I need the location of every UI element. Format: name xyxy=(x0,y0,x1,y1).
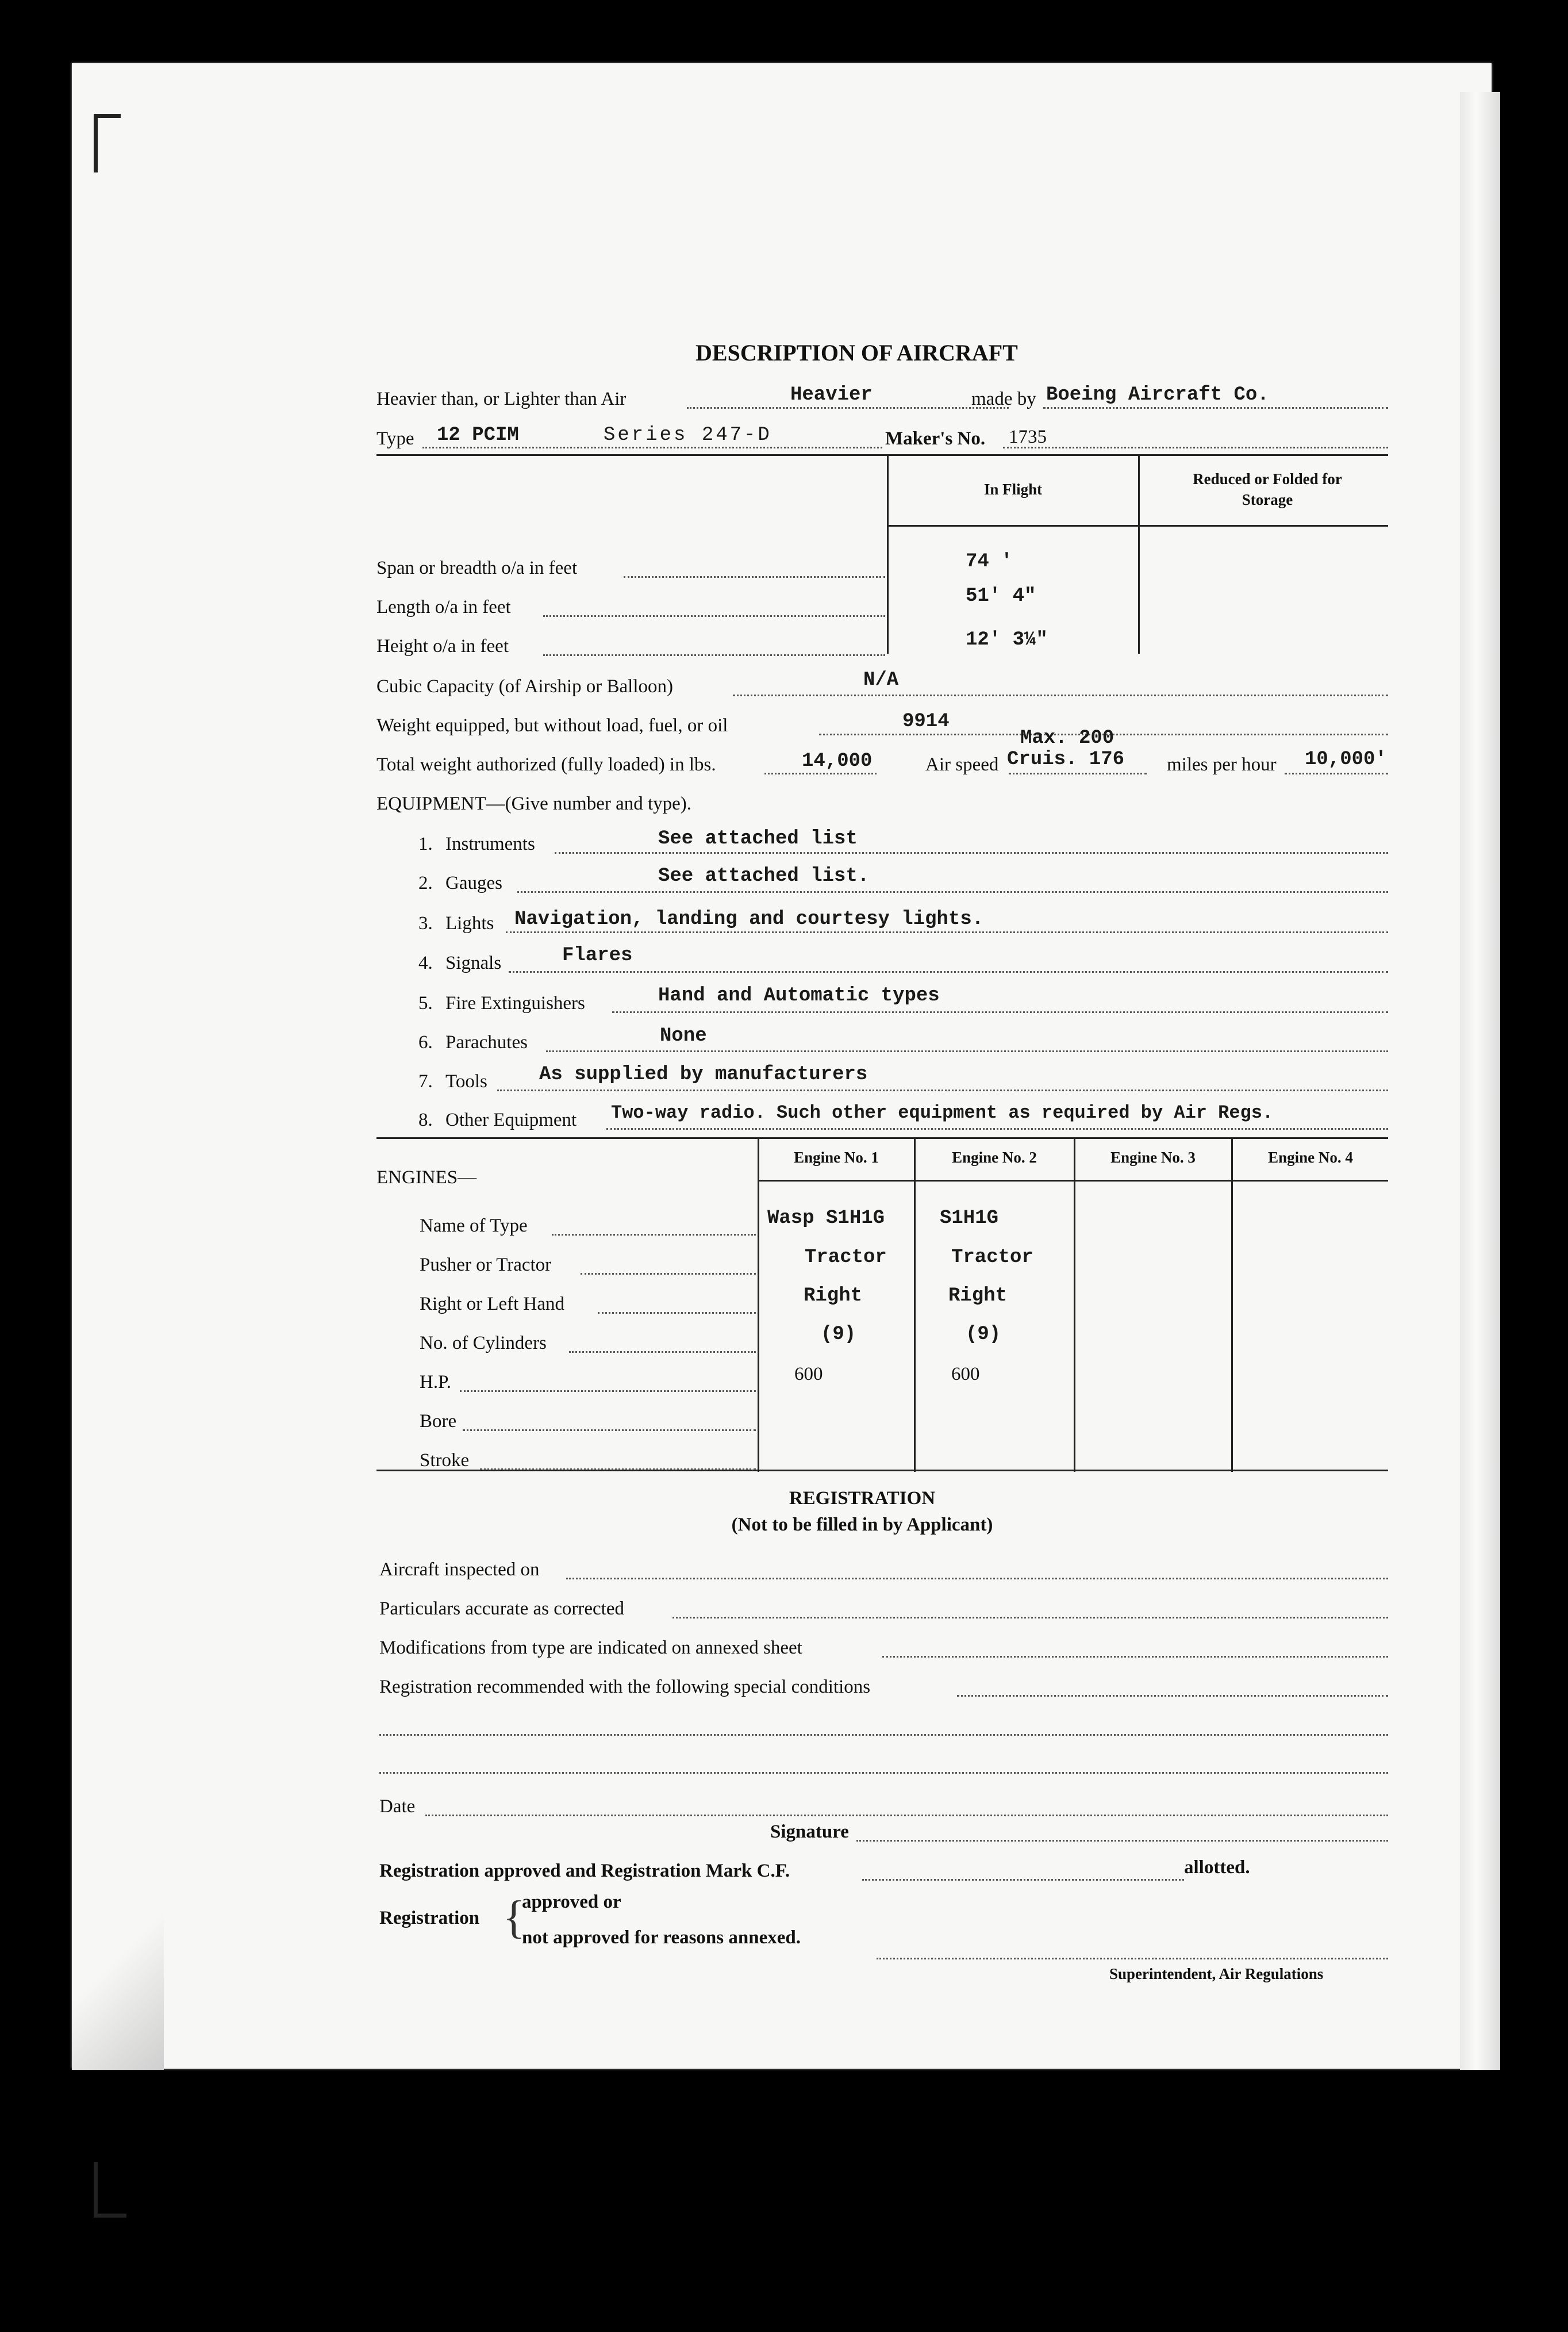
length-value: 51' 4" xyxy=(966,585,1036,607)
equip-8-dots xyxy=(606,1128,1388,1130)
equip-2-num: 2. xyxy=(418,873,433,893)
mph-dots xyxy=(1285,773,1388,774)
particulars-label: Particulars accurate as corrected xyxy=(379,1598,624,1619)
signature-label: Signature xyxy=(770,1821,849,1842)
type-dots xyxy=(422,447,882,448)
equip-2-dots xyxy=(517,891,1388,893)
length-label: Length o/a in feet xyxy=(376,597,511,617)
engine-row-dots xyxy=(569,1351,756,1353)
total-weight-label: Total weight authorized (fully loaded) in lbs. xyxy=(376,754,716,775)
engines-col-divider-1 xyxy=(758,1138,759,1472)
engine-row-label: Bore xyxy=(420,1411,457,1432)
modifications-dots xyxy=(882,1656,1388,1658)
equip-3-dots xyxy=(506,931,1388,933)
equip-1-value: See attached list xyxy=(658,828,858,850)
equip-2-value: See attached list. xyxy=(658,865,870,887)
engines-header-rule xyxy=(759,1180,1388,1182)
crop-mark-bottom-left xyxy=(94,2162,126,2218)
heavier-dots xyxy=(687,407,1009,409)
crop-mark-top-left xyxy=(94,114,121,172)
height-dots xyxy=(543,654,885,656)
engine-col-3: Engine No. 3 xyxy=(1110,1149,1196,1166)
equip-3-value: Navigation, landing and courtesy lights. xyxy=(514,908,984,930)
makers-no-value: 1735 xyxy=(1009,427,1047,447)
equip-4-value: Flares xyxy=(562,945,633,966)
engine-row-label: H.P. xyxy=(420,1372,452,1393)
equip-8-value: Two-way radio. Such other equipment as required by Air Regs. xyxy=(611,1102,1274,1123)
engine-2-name: S1H1G xyxy=(940,1207,999,1229)
approved-mark-dots xyxy=(862,1879,1184,1881)
inspected-dots xyxy=(566,1578,1388,1579)
total-weight-dots xyxy=(764,773,877,774)
allotted-label: allotted. xyxy=(1184,1857,1250,1878)
folded-corner xyxy=(72,1897,164,2070)
modifications-label: Modifications from type are indicated on annexed sheet xyxy=(379,1637,802,1658)
engine-col-2: Engine No. 2 xyxy=(952,1149,1037,1166)
superintendent-line xyxy=(877,1958,1388,1959)
inspected-label: Aircraft inspected on xyxy=(379,1559,540,1580)
approved-or-label: approved or xyxy=(522,1892,621,1912)
equip-1-dots xyxy=(555,852,1388,854)
equip-3-label: Lights xyxy=(445,913,494,934)
length-dots xyxy=(543,615,885,617)
equip-8-label: Other Equipment xyxy=(445,1110,577,1130)
engine-1-hp: 600 xyxy=(794,1364,823,1384)
height-value: 12' 3¼" xyxy=(966,629,1048,651)
dims-top-rule xyxy=(376,454,1388,456)
approved-mark-label: Registration approved and Registration Mark C.F. xyxy=(379,1861,790,1881)
equip-7-label: Tools xyxy=(445,1071,487,1092)
recommended-label: Registration recommended with the following special conditions xyxy=(379,1677,871,1697)
engines-col-divider-3 xyxy=(1074,1138,1075,1472)
engine-row-dots xyxy=(460,1390,756,1392)
paper-edge xyxy=(1460,92,1500,2070)
equip-5-label: Fire Extinguishers xyxy=(445,993,585,1014)
date-label: Date xyxy=(379,1796,416,1817)
engines-heading: ENGINES— xyxy=(376,1167,477,1188)
equip-3-num: 3. xyxy=(418,913,433,934)
recommended-line-2 xyxy=(379,1734,1388,1736)
equip-1-label: Instruments xyxy=(445,834,535,854)
span-value: 74 ' xyxy=(966,551,1013,573)
engine-2-cylinders: (9) xyxy=(966,1324,1001,1345)
mph-label: miles per hour xyxy=(1167,754,1277,775)
equip-8-num: 8. xyxy=(418,1110,433,1130)
equip-5-num: 5. xyxy=(418,993,433,1014)
total-weight-value: 14,000 xyxy=(802,750,873,772)
made-by-value: Boeing Aircraft Co. xyxy=(1046,384,1269,406)
col-in-flight: In Flight xyxy=(983,481,1043,498)
cubic-label: Cubic Capacity (of Airship or Balloon) xyxy=(376,676,673,697)
equip-4-num: 4. xyxy=(418,953,433,973)
engine-1-hand: Right xyxy=(804,1285,863,1307)
engine-1-name: Wasp S1H1G xyxy=(767,1207,885,1229)
engine-1-pusher: Tractor xyxy=(805,1246,887,1268)
superintendent-label: Superintendent, Air Regulations xyxy=(1109,1965,1324,1982)
engines-col-divider-4 xyxy=(1231,1138,1233,1472)
engine-row-label: Name of Type xyxy=(420,1215,528,1236)
span-label: Span or breadth o/a in feet xyxy=(376,558,578,578)
page-title: DESCRIPTION OF AIRCRAFT xyxy=(695,340,1018,366)
col-storage: Reduced or Folded for Storage xyxy=(1193,470,1342,508)
engine-col-1: Engine No. 1 xyxy=(794,1149,879,1166)
weight-value: 9914 xyxy=(902,711,950,732)
equip-6-dots xyxy=(546,1050,1388,1052)
engine-2-pusher: Tractor xyxy=(951,1246,1033,1268)
engines-col-divider-2 xyxy=(914,1138,916,1472)
equip-7-num: 7. xyxy=(418,1071,433,1092)
engine-col-4: Engine No. 4 xyxy=(1268,1149,1353,1166)
bracket: { xyxy=(503,1892,525,1943)
equip-6-num: 6. xyxy=(418,1032,433,1053)
not-approved-label: not approved for reasons annexed. xyxy=(522,1927,801,1948)
height-label: Height o/a in feet xyxy=(376,636,509,657)
registration-subheading: (Not to be filled in by Applicant) xyxy=(731,1514,993,1535)
made-by-dots xyxy=(1043,407,1388,409)
airspeed-label: Air speed xyxy=(925,754,999,775)
equip-5-value: Hand and Automatic types xyxy=(658,985,940,1007)
series-value: Series 247-D xyxy=(604,424,772,446)
equip-6-label: Parachutes xyxy=(445,1032,528,1053)
equip-7-value: As supplied by manufacturers xyxy=(539,1064,868,1086)
dims-header-rule xyxy=(888,525,1388,527)
recommended-line-3 xyxy=(379,1772,1388,1774)
type-value: 12 PCIM xyxy=(437,424,519,446)
made-by-label: made by xyxy=(971,389,1036,409)
equip-7-dots xyxy=(497,1090,1388,1091)
engine-row-dots xyxy=(598,1312,756,1314)
makers-no-dots xyxy=(1003,447,1388,448)
recommended-dots xyxy=(957,1695,1388,1697)
weight-label: Weight equipped, but without load, fuel, or oil xyxy=(376,715,728,736)
equip-4-dots xyxy=(509,971,1388,973)
engine-row-label: No. of Cylinders xyxy=(420,1333,547,1353)
heavier-label: Heavier than, or Lighter than Air xyxy=(376,389,627,409)
engine-row-label: Pusher or Tractor xyxy=(420,1255,552,1275)
registration-label: Registration xyxy=(379,1908,480,1928)
engine-row-dots xyxy=(581,1273,756,1275)
mph-value: 10,000' xyxy=(1305,749,1387,770)
airspeed-cruis: Cruis. 176 xyxy=(1007,749,1125,770)
engine-2-hand: Right xyxy=(948,1285,1008,1307)
heavier-value: Heavier xyxy=(790,384,873,406)
engine-row-dots xyxy=(463,1429,756,1431)
equipment-heading: EQUIPMENT—(Give number and type). xyxy=(376,793,692,814)
registration-heading: REGISTRATION xyxy=(789,1488,936,1509)
airspeed-dots xyxy=(1009,773,1147,774)
engine-1-cylinders: (9) xyxy=(821,1324,856,1345)
engine-2-hp: 600 xyxy=(951,1364,980,1384)
cubic-dots xyxy=(733,695,1388,696)
equip-6-value: None xyxy=(660,1025,707,1047)
equip-4-label: Signals xyxy=(445,953,502,973)
equip-5-dots xyxy=(612,1011,1388,1013)
engine-row-label: Right or Left Hand xyxy=(420,1294,565,1314)
equip-2-label: Gauges xyxy=(445,873,502,893)
date-dots xyxy=(425,1815,1388,1816)
cubic-value: N/A xyxy=(863,669,899,691)
equip-1-num: 1. xyxy=(418,834,433,854)
span-dots xyxy=(624,576,885,578)
particulars-dots xyxy=(672,1617,1388,1618)
engine-row-dots xyxy=(552,1234,756,1236)
makers-no-label: Maker's No. xyxy=(885,428,986,449)
engine-row-label: Stroke xyxy=(420,1450,470,1471)
dims-col-divider-2 xyxy=(1138,455,1140,654)
engine-row-dots xyxy=(480,1468,756,1470)
type-label: Type xyxy=(376,428,414,449)
airspeed-max: Max. 200 xyxy=(1020,727,1114,749)
engines-top-rule xyxy=(376,1137,1388,1139)
signature-dots xyxy=(856,1840,1388,1842)
